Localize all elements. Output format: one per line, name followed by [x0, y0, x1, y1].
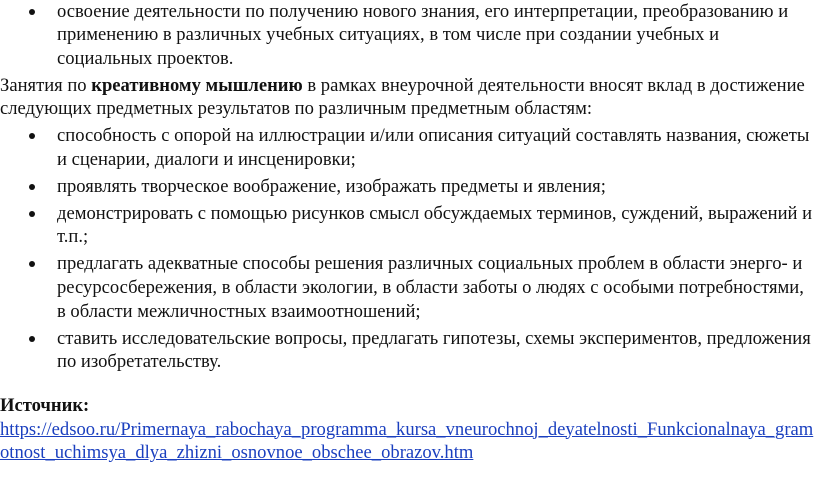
intro-suffix: в рамках внеурочной деятельности вносят вклад в достижение следующих предметных результатов по различным предметным областям: [0, 74, 805, 120]
list-item-text: способность с опорой на иллюстрации и/или описания ситуаций составлять названия, сюжеты и сценарии, диалоги и инсценировки; [57, 124, 810, 170]
intro-prefix: Занятия по [0, 74, 92, 96]
list-item-text: ставить исследовательские вопросы, предлагать гипотезы, схемы экспериментов, предложения по изобретательству. [57, 327, 811, 373]
list-item [0, 124, 816, 171]
list-item-text: демонстрировать с помощью рисунков смысл обсуждаемых терминов, суждений, выражений и т.п.; [57, 202, 813, 248]
bullet-icon [29, 133, 35, 139]
bullet-icon [29, 9, 35, 15]
bullet-icon [29, 336, 35, 342]
bullet-icon [29, 261, 35, 267]
list-item [0, 252, 816, 323]
list-item [0, 327, 816, 374]
source-paragraph [0, 418, 816, 465]
bullet-icon [29, 184, 35, 190]
list-item [0, 175, 816, 199]
bullet-icon [29, 211, 35, 217]
list-item-text: проявлять творческое воображение, изображать предметы и явления; [57, 175, 606, 197]
intro-paragraph [0, 74, 816, 121]
list-item [0, 0, 816, 70]
list-item [0, 202, 816, 249]
top-bullet-list [0, 0, 816, 70]
source-label: Источник: [0, 394, 90, 416]
results-bullet-list [0, 124, 816, 374]
source-link[interactable]: https://edsoo.ru/Primernaya_rabochaya_programma_kursa_vneurochnoj_deyatelnosti_Funkcionalnaya_gramotnost_uchimsya_dlya_zhizni_osnovnoe_obschee_obrazov.htm [0, 418, 814, 464]
intro-emphasis: креативному мышлению [91, 74, 303, 96]
list-item-text: освоение деятельности по получению нового знания, его интерпретации, преобразованию и применению в различных учебных ситуациях, в том числе при создании учебных и социальных проектов. [57, 0, 789, 69]
list-item-text: предлагать адекватные способы решения различных социальных проблем в области энерго- и ресурсосбережения, в области экологии, в области заботы о людях с особыми потребностями, в области межличностных взаимоотношений; [57, 253, 804, 322]
